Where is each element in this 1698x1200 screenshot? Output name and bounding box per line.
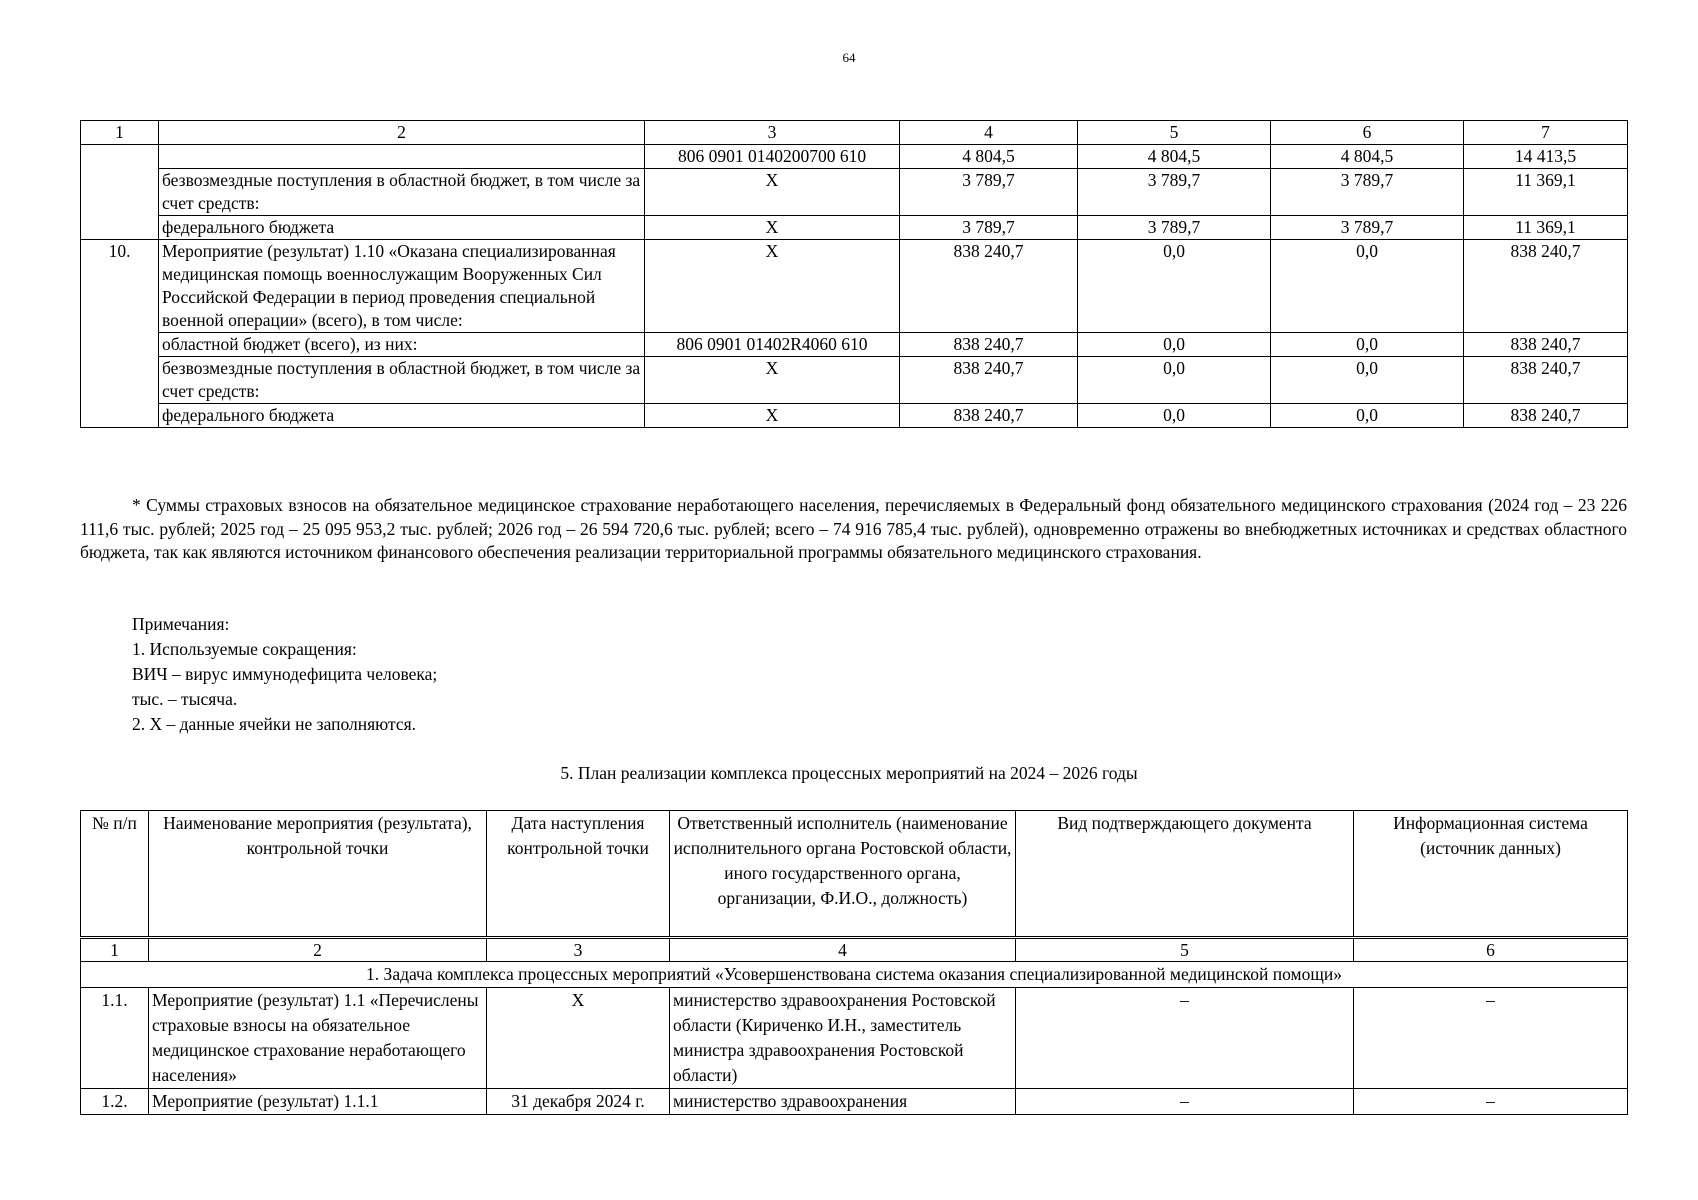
value-2024: 838 240,7 — [900, 333, 1078, 357]
section-title: 5. План реализации комплекса процессных мероприятий на 2024 – 2026 годы — [560, 763, 1138, 783]
row-executor: министерство здравоохранения — [670, 1089, 1016, 1115]
table-row — [81, 333, 1628, 357]
value-2026: 0,0 — [1271, 357, 1464, 404]
header-cell: 3 — [645, 121, 900, 145]
row-name: Мероприятие (результат) 1.1 «Перечислены страховые взносы на обязательное медицинское страхование неработающего населения» — [149, 988, 487, 1089]
table-header-row — [81, 811, 1628, 938]
note-item: 1. Используемые сокращения: — [132, 639, 357, 659]
value-2025: 3 789,7 — [1078, 169, 1271, 216]
row-number: 10. — [81, 240, 159, 428]
value-total: 14 413,5 — [1464, 145, 1628, 169]
row-number: 1.2. — [81, 1089, 149, 1115]
table-row — [81, 145, 1628, 169]
plan-table — [80, 810, 1628, 1115]
value-total: 838 240,7 — [1464, 333, 1628, 357]
budget-code: Х — [645, 216, 900, 240]
task-title: 1. Задача комплекса процессных мероприятий «Усовершенствована система оказания специализированной медицинской помощи» — [81, 962, 1628, 988]
value-2025: 4 804,5 — [1078, 145, 1271, 169]
row-system: – — [1354, 988, 1628, 1089]
financing-table — [80, 120, 1628, 428]
table-header-row — [81, 121, 1628, 145]
column-numbers-row — [81, 938, 1628, 962]
footnote: * Суммы страховых взносов на обязательное медицинское страхование неработающего населения, перечисляемых в Федеральный фонд обязательного медицинского страхования (2024 год – 23 226 111,6 тыс. рублей; 2025 год – 25 095 953,2 тыс. рублей; 2026 год – 26 594 720,6 тыс. рублей; всего – 74 916 785,4 тыс. рублей), одновременно отражены во внебюджетных источниках и средствах областного бюджета, так как являются источником финансового обеспечения реализации территориальной программы обязательного медицинского страхования. — [80, 495, 1627, 562]
table-row — [81, 1089, 1628, 1115]
column-number: 1 — [81, 938, 149, 962]
value-2024: 3 789,7 — [900, 216, 1078, 240]
column-number: 5 — [1016, 938, 1354, 962]
value-2025: 0,0 — [1078, 240, 1271, 333]
header-cell: 1 — [81, 121, 159, 145]
table-row — [81, 357, 1628, 404]
value-2025: 0,0 — [1078, 357, 1271, 404]
page-number: 64 — [842, 50, 856, 65]
note-item: ВИЧ – вирус иммунодефицита человека; — [132, 664, 438, 684]
notes — [132, 612, 437, 737]
column-number: 4 — [670, 938, 1016, 962]
header-cell: 6 — [1271, 121, 1464, 145]
budget-code: Х — [645, 357, 900, 404]
value-total: 838 240,7 — [1464, 357, 1628, 404]
row-executor: министерство здравоохранения Ростовской области (Кириченко И.Н., заместитель министра здравоохранения Ростовской области) — [670, 988, 1016, 1089]
header-cell: 5 — [1078, 121, 1271, 145]
header-cell: 7 — [1464, 121, 1628, 145]
header-cell: 4 — [900, 121, 1078, 145]
value-2024: 4 804,5 — [900, 145, 1078, 169]
value-2026: 0,0 — [1271, 404, 1464, 428]
row-date: Х — [487, 988, 670, 1089]
value-2026: 4 804,5 — [1271, 145, 1464, 169]
row-system: – — [1354, 1089, 1628, 1115]
note-item: тыс. – тысяча. — [132, 689, 238, 709]
row-name: Мероприятие (результат) 1.1.1 — [149, 1089, 487, 1115]
row-name: безвозмездные поступления в областной бюджет, в том числе за счет средств: — [159, 169, 645, 216]
table-row — [81, 216, 1628, 240]
value-2025: 3 789,7 — [1078, 216, 1271, 240]
value-2024: 3 789,7 — [900, 169, 1078, 216]
row-name: безвозмездные поступления в областной бюджет, в том числе за счет средств: — [159, 357, 645, 404]
note-item: 2. Х – данные ячейки не заполняются. — [132, 714, 417, 734]
value-2024: 838 240,7 — [900, 404, 1078, 428]
row-name: Мероприятие (результат) 1.10 «Оказана специализированная медицинская помощь военнослужащим Вооруженных Сил Российской Федерации в период проведения специальной военной операции» (всего), в том числе: — [159, 240, 645, 333]
value-2024: 838 240,7 — [900, 357, 1078, 404]
table-row — [81, 240, 1628, 333]
table-row — [81, 988, 1628, 1089]
notes-title: Примечания: — [132, 614, 230, 634]
header-name: Наименование мероприятия (результата), контрольной точки — [149, 811, 487, 938]
value-2026: 0,0 — [1271, 240, 1464, 333]
header-executor: Ответственный исполнитель (наименование исполнительного органа Ростовской области, иного государственного органа, организации, Ф.И.О., должность) — [670, 811, 1016, 938]
column-number: 2 — [149, 938, 487, 962]
column-number: 3 — [487, 938, 670, 962]
row-name — [159, 145, 645, 169]
value-total: 11 369,1 — [1464, 216, 1628, 240]
table-row — [81, 404, 1628, 428]
value-total: 11 369,1 — [1464, 169, 1628, 216]
value-2026: 3 789,7 — [1271, 169, 1464, 216]
value-total: 838 240,7 — [1464, 404, 1628, 428]
table-row — [81, 169, 1628, 216]
budget-code: 806 0901 0140200700 610 — [645, 145, 900, 169]
header-date: Дата наступления контрольной точки — [487, 811, 670, 938]
task-row — [81, 962, 1628, 988]
header-document: Вид подтверждающего документа — [1016, 811, 1354, 938]
header-cell: 2 — [159, 121, 645, 145]
row-name: федерального бюджета — [159, 404, 645, 428]
row-number — [81, 145, 159, 240]
value-2025: 0,0 — [1078, 404, 1271, 428]
budget-code: 806 0901 01402R4060 610 — [645, 333, 900, 357]
budget-code: Х — [645, 240, 900, 333]
header-system: Информационная система (источник данных) — [1354, 811, 1628, 938]
row-document: – — [1016, 1089, 1354, 1115]
column-number: 6 — [1354, 938, 1628, 962]
header-number: № п/п — [81, 811, 149, 938]
row-number: 1.1. — [81, 988, 149, 1089]
row-name: областной бюджет (всего), из них: — [159, 333, 645, 357]
row-document: – — [1016, 988, 1354, 1089]
value-2026: 3 789,7 — [1271, 216, 1464, 240]
row-name: федерального бюджета — [159, 216, 645, 240]
row-date: 31 декабря 2024 г. — [487, 1089, 670, 1115]
budget-code: Х — [645, 404, 900, 428]
value-2026: 0,0 — [1271, 333, 1464, 357]
budget-code: Х — [645, 169, 900, 216]
value-2025: 0,0 — [1078, 333, 1271, 357]
value-2024: 838 240,7 — [900, 240, 1078, 333]
value-total: 838 240,7 — [1464, 240, 1628, 333]
